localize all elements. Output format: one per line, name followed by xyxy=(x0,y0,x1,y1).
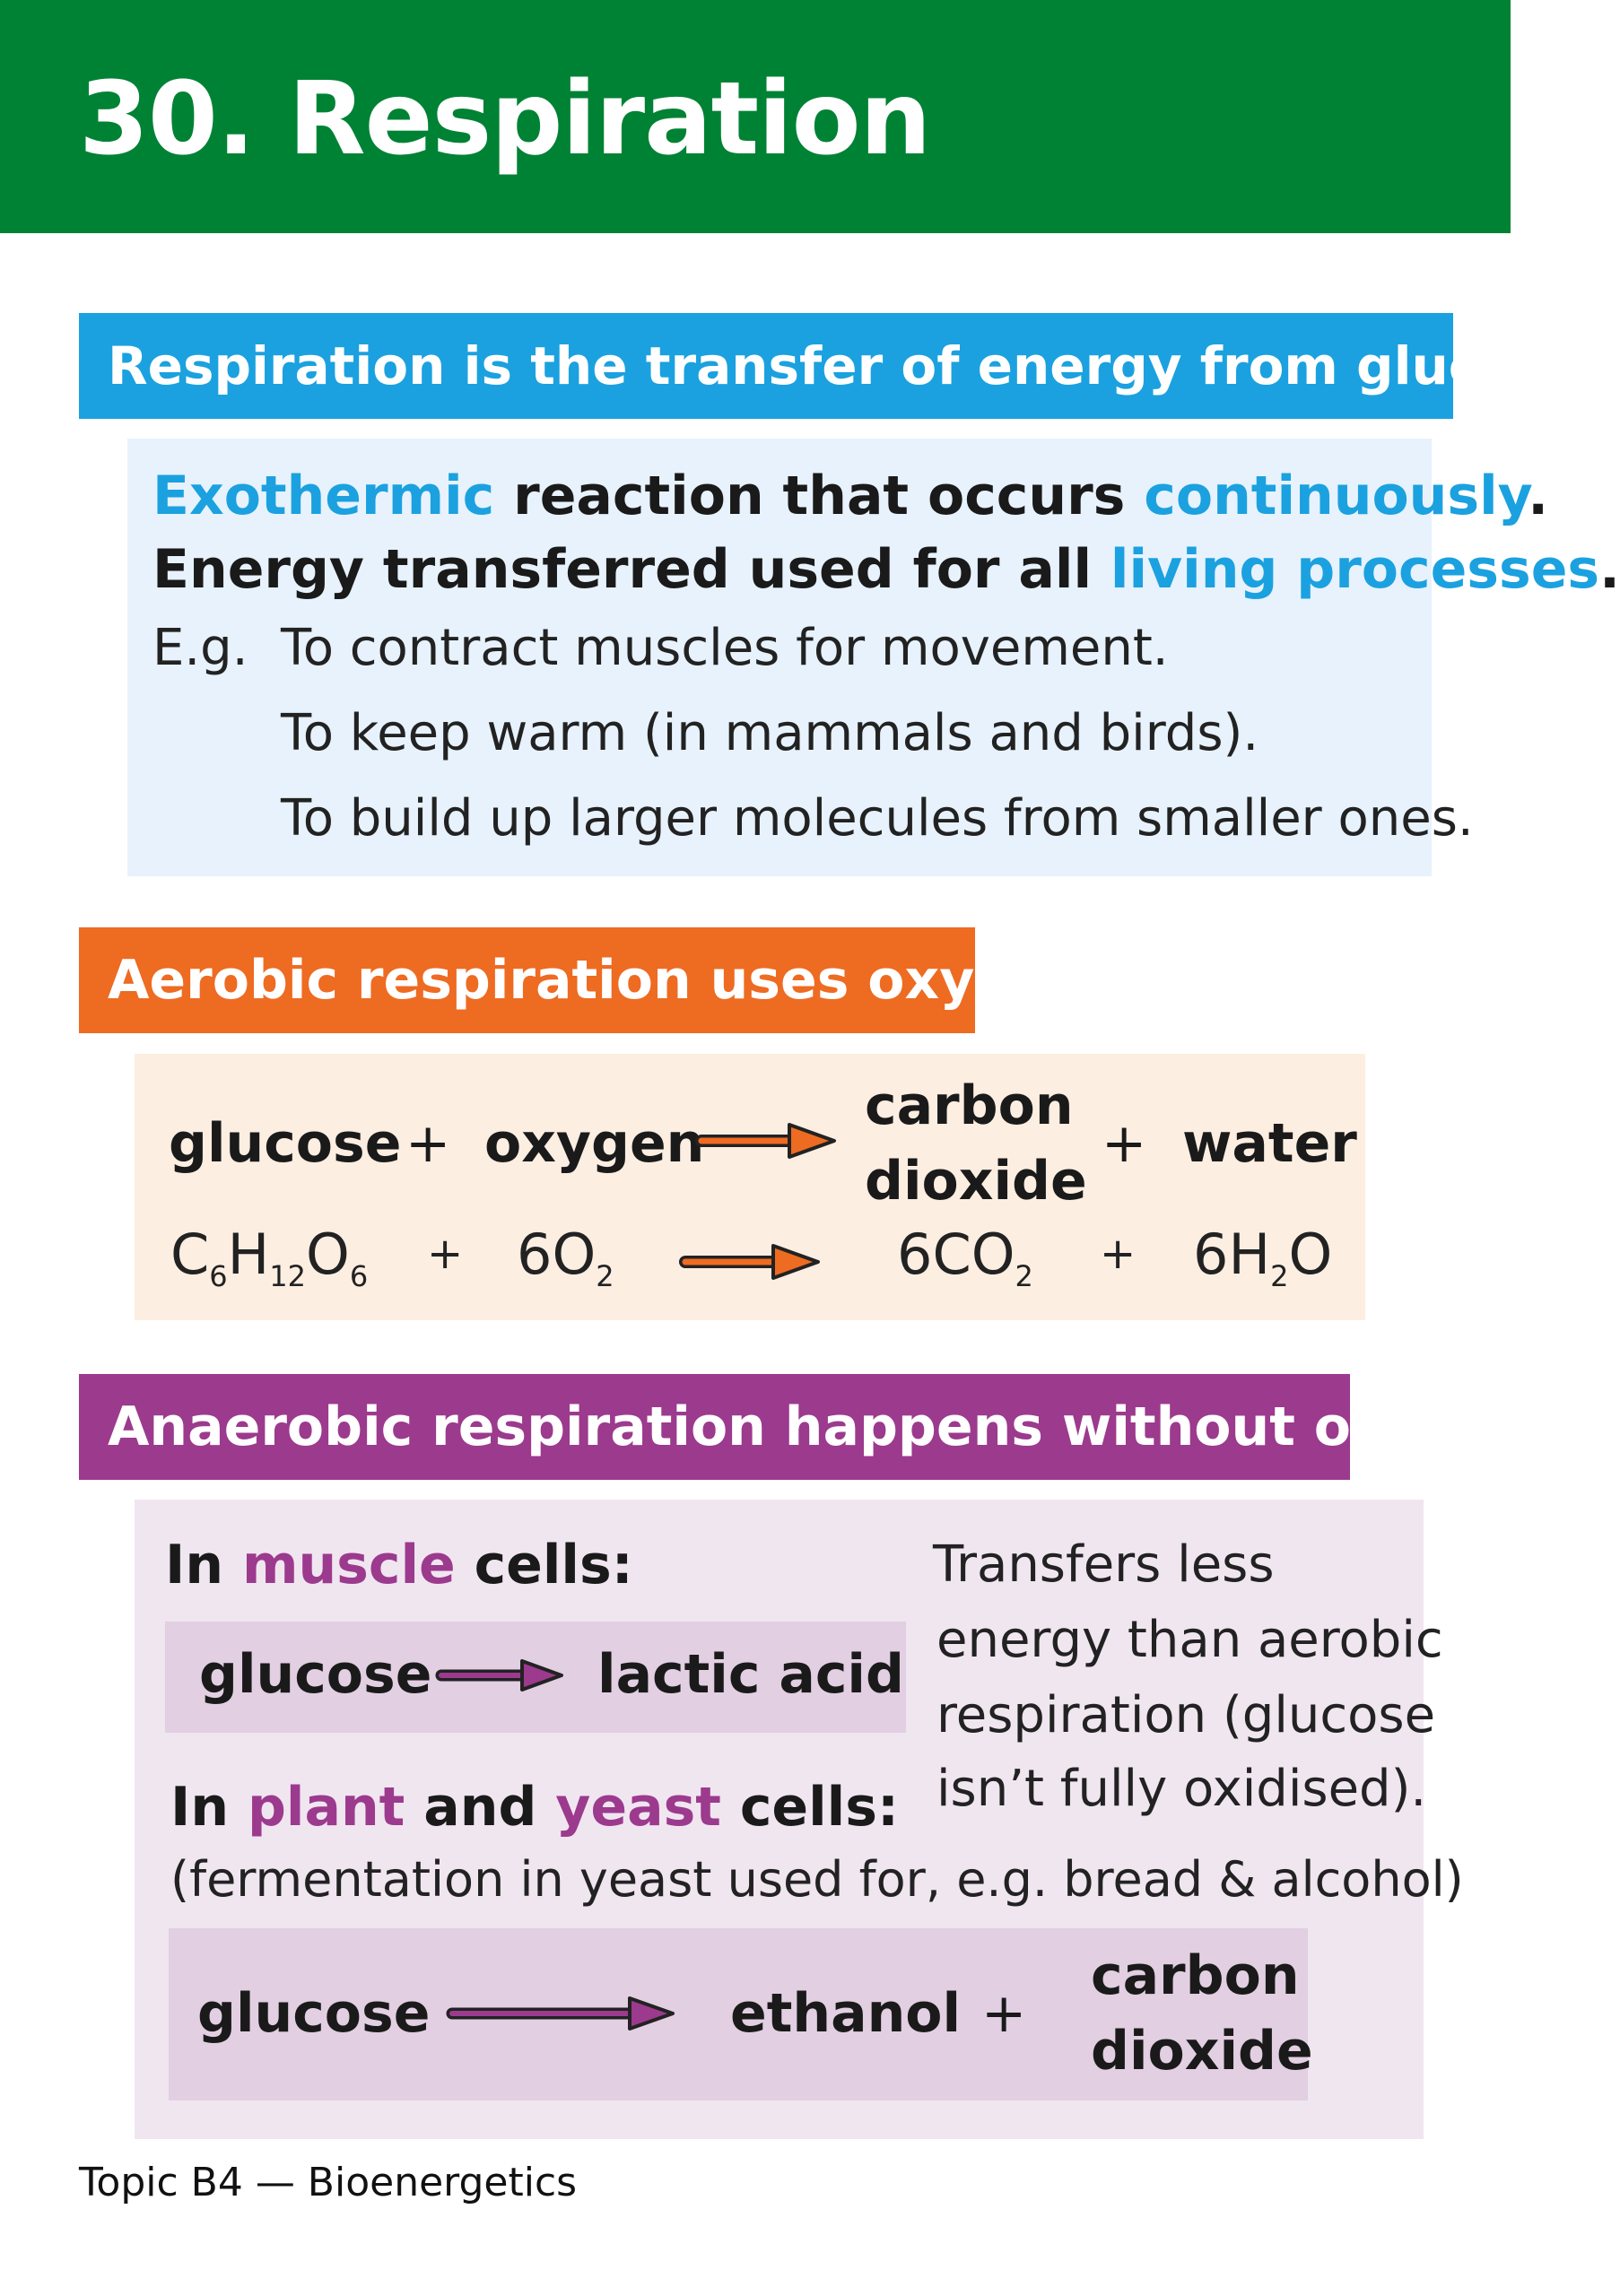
symbol-product-water: $6H_2O$ xyxy=(1193,1222,1333,1293)
fermentation-note: (fermentation in yeast used for, e.g. bread & alcohol) xyxy=(170,1851,1464,1908)
muscle-equation-arrow xyxy=(436,1657,567,1693)
topic-footer: Topic B4 — Bioenergetics xyxy=(79,2160,578,2205)
energy-note-line-2: energy than aerobic xyxy=(936,1611,1443,1669)
symbol-reactant-glucose: $C_6H_{12}O_6$ xyxy=(170,1222,369,1293)
word-plus-2: + xyxy=(1102,1112,1147,1175)
symbol-product-co2: $6CO_2$ xyxy=(897,1222,1033,1293)
definition-heading: Respiration is the transfer of energy from glucose xyxy=(79,313,1453,419)
plant-yeast-cells-label: In plant and yeast cells: xyxy=(170,1776,899,1839)
plant-product-carbon: carbon xyxy=(1091,1944,1300,2007)
definition-line-1 xyxy=(152,465,1548,527)
anaerobic-heading: Anaerobic respiration happens without oxygen xyxy=(79,1374,1350,1480)
term-exothermic: Exothermic xyxy=(152,465,495,527)
example-3: To build up larger molecules from smaller ones. xyxy=(281,789,1474,848)
energy-note-line-1: Transfers less xyxy=(933,1535,1275,1594)
word-reactant-oxygen: oxygen xyxy=(484,1112,705,1175)
symbol-plus-2: + xyxy=(1100,1229,1137,1279)
symbol-plus-1: + xyxy=(427,1229,464,1279)
symbol-reactant-oxygen: $6O_2$ xyxy=(517,1222,614,1293)
energy-note-line-4: isn’t fully oxidised). xyxy=(936,1760,1427,1818)
period: . xyxy=(1528,465,1549,527)
word-plus-1: + xyxy=(405,1112,451,1175)
energy-note-line-3: respiration (glucose xyxy=(936,1686,1436,1744)
example-2: To keep warm (in mammals and birds). xyxy=(281,704,1259,762)
symbol-equation-arrow xyxy=(680,1242,823,1282)
term-plant: plant xyxy=(247,1776,405,1839)
definition-line-2 xyxy=(152,538,1620,601)
muscle-product-lactic-acid: lactic acid xyxy=(597,1643,904,1706)
example-1: To contract muscles for movement. xyxy=(281,619,1169,677)
plant-reactant-glucose: glucose xyxy=(197,1982,431,2045)
term-muscle: muscle xyxy=(241,1534,456,1596)
term-continuously: continuously xyxy=(1144,465,1529,527)
term-yeast: yeast xyxy=(555,1776,721,1839)
page-title: 30. Respiration xyxy=(79,61,931,178)
eg-label: E.g. xyxy=(152,619,248,677)
text: Energy transferred used for all xyxy=(152,538,1093,601)
text: reaction that occurs xyxy=(513,465,1126,527)
muscle-cells-label: In muscle cells: xyxy=(165,1534,633,1596)
word-product-carbon: carbon xyxy=(865,1074,1074,1137)
word-product-water: water xyxy=(1182,1112,1357,1175)
plant-plus: + xyxy=(981,1982,1027,2045)
aerobic-heading: Aerobic respiration uses oxygen xyxy=(79,927,975,1033)
muscle-reactant-glucose: glucose xyxy=(199,1643,432,1706)
period: . xyxy=(1599,538,1620,601)
plant-product-dioxide: dioxide xyxy=(1091,2020,1313,2083)
word-reactant-glucose: glucose xyxy=(169,1112,402,1175)
plant-product-ethanol: ethanol xyxy=(730,1982,962,2045)
word-product-dioxide: dioxide xyxy=(865,1150,1087,1213)
word-equation-arrow xyxy=(696,1121,840,1161)
plant-equation-arrow xyxy=(447,1995,680,2032)
term-living-processes: living processes xyxy=(1110,538,1600,601)
